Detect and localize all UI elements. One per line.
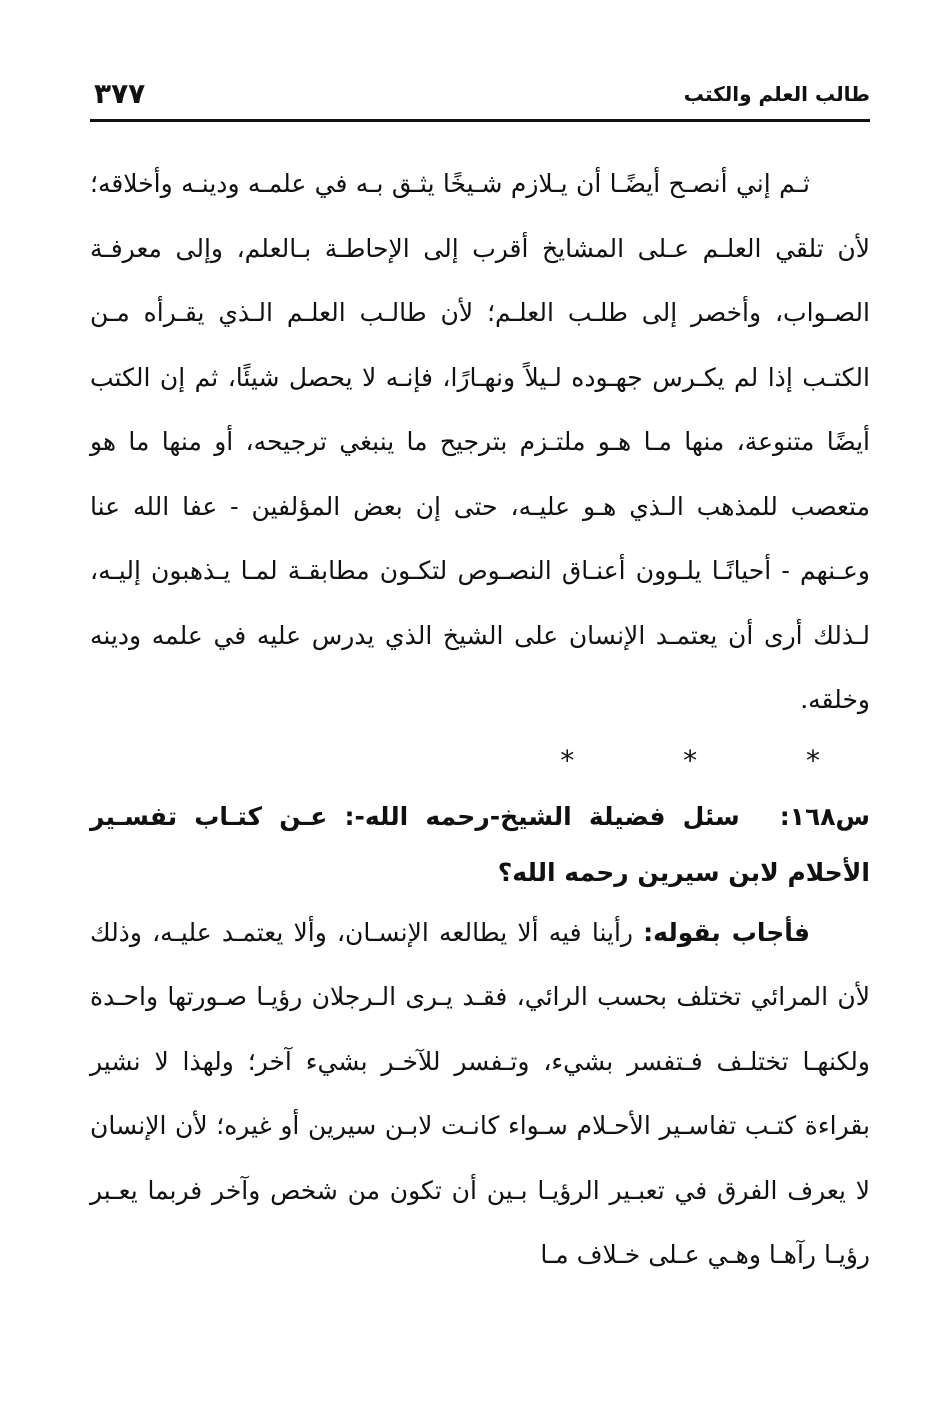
text-line: وإلى معرفـة الصـواب، وأخصر إلى طلـب العلـم؛ لأن طالـب العلـم [90, 233, 870, 327]
text-line: ثـم إني أنصـح أيضًـا أن يـلازم شـيخًا يثـق بـه في علمـه ودينـه [181, 169, 810, 198]
answer-paragraph [90, 901, 870, 1288]
answer-lead: فأجاب بقوله: [643, 917, 810, 947]
text-line: الـذي يقـرأه مـن الكتـب إذا لم يكـرس جهـوده لـيلاً ونهـارًا، فإنـه لا [90, 298, 870, 392]
text-line: وأخلاقه؛ لأن تلقي العلـم عـلى المشايخ أقرب إلى الإحاطـة بـالعلم، [90, 169, 871, 263]
page-header [90, 76, 870, 126]
header-rule [90, 119, 870, 122]
text-line: صـورتها واحـدة ولكنهـا تختلـف فـتفسر بشيء، وتـفسر للآخـر بشيء [90, 982, 870, 1076]
question-heading [90, 789, 870, 901]
text-line: تكون من شخص وآخر فربما يعـبر رؤيـا رآهـا وهـي عـلى خـلاف مـا [90, 1175, 870, 1269]
text-line: وذلك لأن المرائي تختلف بحسب الرائي، فقـد يـرى الـرجلان رؤيـا [90, 917, 870, 1011]
text-line: يحصل شيئًا، ثم إن الكتب أيضًا متنوعة، منها مـا هـو ملتـزم بترجيح [90, 362, 870, 456]
running-title: طالب العلم والكتب [683, 82, 870, 106]
text-line: رأينا فيه ألا يطالعه الإنسـان، وألا يعتمـد عليـه، [152, 917, 644, 947]
body-text [90, 152, 870, 1288]
text-line: سيرين أو غيره؛ لأن الإنسان لا يعرف الفرق في تعبـير الرؤيـا بـين أن [90, 1111, 870, 1205]
text-line: حتى إن بعض المؤلفين - عفا الله عنا وعـنهم - أحيانًـا يلـوون أعنـاق [90, 491, 870, 585]
book-page [90, 70, 870, 1390]
paragraph [90, 152, 870, 733]
question-text: سئل فضيلة الشيخ-رحمه الله-: عـن كتـاب تفسـير الأحلام لابن سيرين رحمه الله؟ [90, 801, 870, 887]
question-number: س١٦٨: [779, 801, 870, 831]
text-line: النصـوص لتكـون مطابقـة لمـا يـذهبون إليـه، لـذلك أرى أن يعتمـد [90, 556, 870, 650]
text-line: ما ينبغي ترجيحه، أو منها ما هو متعصب للمذهب الـذي هـو عليـه، [90, 427, 870, 521]
text-line: آخر؛ ولهذا لا نشير بقراءة كتـب تفاسـير الأحـلام سـواء كانـت لابـن [90, 1046, 871, 1140]
text-line: الإنسان على الشيخ الذي يدرس عليه في علمه ودينه وخلقه. [90, 620, 870, 714]
page-number: ٣٧٧ [94, 77, 146, 110]
section-separator: * * * [560, 743, 870, 777]
